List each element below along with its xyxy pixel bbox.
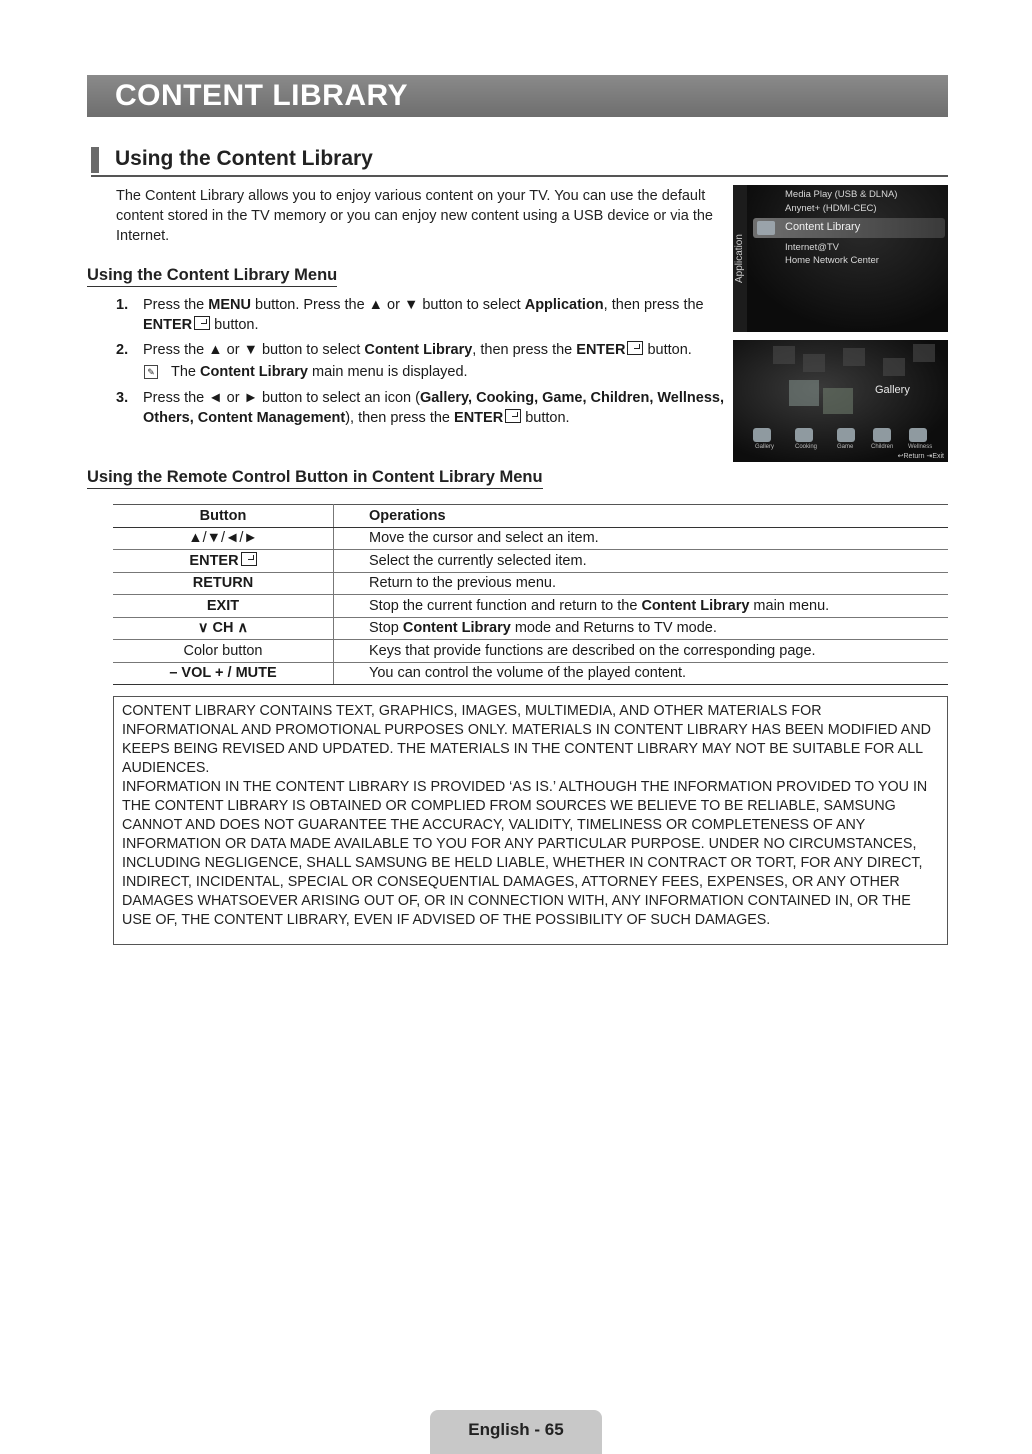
menu-item-content-library	[753, 218, 945, 238]
operation-key: Content Library	[402, 620, 511, 637]
step-key: Application	[524, 297, 604, 313]
icon-label: Wellness	[908, 444, 933, 450]
operation-cell	[334, 527, 949, 550]
step-number: 1.	[116, 297, 129, 313]
icon-label: Children	[871, 444, 894, 450]
children-icon	[873, 428, 891, 442]
operation-cell	[334, 572, 949, 595]
wellness-icon	[909, 428, 927, 442]
disclaimer-paragraph-2: INFORMATION IN THE CONTENT LIBRARY IS PROVIDED ‘AS IS.’ ALTHOUGH THE INFORMATION PROVIDED TO YOU IN THE CONTENT LIBRARY IS OBTAINED OR COMPLIED FROM SOURCES WE BELIEVE TO BE RELIABLE, SAMSUNG CANNOT AND DOES NOT GUARANTEE THE ACCURACY, VALIDITY, TIMELINESS OR COMPLETENESS OF ANY INFORMATION OR DATA MADE AVAILABLE TO YOU FOR ANY PARTICULAR PURPOSE. UNDER NO CIRCUMSTANCES, INCLUDING NEGLIGENCE, SHALL SAMSUNG BE HELD LIABLE, WHETHER IN CONTRACT OR TORT, FOR ANY DIRECT, INDIRECT, INCIDENTAL, SPECIAL OR CONSEQUENTIAL DAMAGES, ATTORNEY FEES, EXPENSES, OR ANY OTHER DAMAGES WHATSOEVER ARISING OUT OF, OR IN CONNECTION WITH, ANY INFORMATION CONTAINED IN, OR THE USE OF, THE CONTENT LIBRARY, EVEN IF ADVISED OF THE POSSIBILITY OF SUCH DAMAGES.	[122, 779, 928, 928]
table-row	[113, 595, 948, 618]
step-text: ), then press the	[345, 410, 455, 426]
menu-item-label: Content Library	[785, 221, 861, 233]
operation-key: Content Library	[641, 597, 750, 614]
table-row	[113, 640, 948, 663]
remote-control-table	[113, 504, 948, 685]
step-key: Content Library	[364, 342, 473, 358]
note-key: Content Library	[200, 364, 308, 380]
menu-item-media-play: Media Play (USB & DLNA)	[785, 189, 898, 200]
operation-text: Move the cursor and select an item.	[369, 530, 599, 547]
operation-cell	[334, 640, 949, 663]
step-key: MENU	[208, 297, 251, 313]
step-3	[116, 388, 726, 428]
button-cell: ∨ CH ∧	[113, 617, 334, 640]
tile	[843, 348, 865, 366]
note-icon: ✎	[144, 365, 158, 379]
cooking-icon	[795, 428, 813, 442]
enter-icon	[241, 552, 257, 566]
button-cell: Color button	[113, 640, 334, 663]
note	[116, 362, 726, 382]
step-text: Press the	[143, 297, 209, 313]
table-row	[113, 617, 948, 640]
enter-icon	[627, 341, 643, 355]
table-row	[113, 527, 948, 550]
table-row	[113, 662, 948, 685]
disclaimer-paragraph-1: CONTENT LIBRARY CONTAINS TEXT, GRAPHICS, IMAGES, MULTIMEDIA, AND OTHER MATERIALS FOR INFORMATIONAL AND PROMOTIONAL PURPOSES ONLY. MATERIALS IN CONTENT LIBRARY HAS BEEN MODIFIED AND KEEPS BEING REVISED AND UPDATED. THE MATERIALS IN THE CONTENT LIBRARY MAY NOT BE SUITABLE FOR ALL AUDIENCES.	[122, 703, 931, 776]
content-library-icon	[757, 221, 775, 235]
table-row	[113, 572, 948, 595]
step-key: ENTER	[143, 317, 193, 333]
step-key: ENTER	[454, 410, 504, 426]
exit-label: Exit	[932, 453, 944, 460]
operation-cell	[334, 617, 949, 640]
menu-item-anynet: Anynet+ (HDMI-CEC)	[785, 203, 877, 214]
table-row	[113, 550, 948, 573]
page-title: CONTENT LIBRARY	[115, 79, 409, 112]
page-number: English - 65	[468, 1420, 564, 1439]
content-library-screenshot	[733, 340, 948, 462]
tile	[773, 346, 795, 364]
button-cell: EXIT	[113, 595, 334, 618]
title-banner	[87, 75, 948, 117]
operation-text: Stop the current function and return to the	[369, 597, 642, 614]
operation-text: You can control the volume of the played content.	[369, 665, 687, 682]
menu-item-internet-tv: Internet@TV	[785, 242, 839, 253]
gallery-label: Gallery	[875, 384, 910, 396]
menu-item-home-network: Home Network Center	[785, 255, 879, 266]
step-2	[116, 340, 726, 360]
step-text: button.	[643, 342, 692, 358]
section-header	[91, 145, 948, 177]
enter-icon	[194, 316, 210, 330]
icon-label: Cooking	[795, 444, 818, 450]
remote-heading: Using the Remote Control Button in Content Library Menu	[87, 468, 543, 489]
column-header-button: Button	[113, 505, 334, 528]
operation-text: mode and Returns to TV mode.	[510, 620, 717, 637]
step-text: , then press the	[603, 297, 704, 313]
operation-cell	[334, 662, 949, 685]
step-text: Press the ◄ or ► button to select an icon (	[143, 390, 420, 406]
return-label: Return	[903, 453, 925, 460]
operation-cell	[334, 550, 949, 573]
step-text: button.	[521, 410, 570, 426]
section-title: Using the Content Library	[115, 147, 373, 170]
step-key: ENTER	[576, 342, 626, 358]
page-footer	[430, 1410, 602, 1454]
button-label: ENTER	[189, 553, 239, 570]
button-cell: RETURN	[113, 572, 334, 595]
section-marker	[91, 147, 99, 173]
table-header-row	[113, 505, 948, 528]
tile	[803, 354, 825, 372]
column-header-operations: Operations	[334, 505, 949, 528]
operation-text: Select the currently selected item.	[369, 552, 587, 569]
operation-text: Return to the previous menu.	[369, 575, 556, 592]
operation-cell	[334, 595, 949, 618]
application-menu-screenshot	[733, 185, 948, 332]
gallery-thumbnail	[823, 388, 853, 414]
icon-label: Game	[837, 444, 854, 450]
step-number: 2.	[116, 342, 129, 358]
note-text: The	[171, 364, 201, 380]
gallery-icon	[753, 428, 771, 442]
menu-heading: Using the Content Library Menu	[87, 266, 337, 287]
return-exit-hint: ↩Return ⇥Exit	[897, 453, 944, 460]
step-text: button. Press the ▲ or ▼ button to select	[250, 297, 525, 313]
disclaimer-box	[113, 696, 948, 945]
intro-paragraph: The Content Library allows you to enjoy various content on your TV. You can use the default content stored in the TV memory or you can enjoy new content using a USB device or via the Internet.	[116, 188, 713, 244]
note-text: main menu is displayed.	[307, 364, 468, 380]
button-cell: – VOL + / MUTE	[113, 662, 334, 685]
game-icon	[837, 428, 855, 442]
gallery-thumbnail	[789, 380, 819, 406]
enter-icon	[505, 409, 521, 423]
step-key: Gallery, Cooking, Game, Children, Wellness, Others, Content Management	[143, 390, 724, 426]
button-cell: ▲/▼/◄/►	[113, 527, 334, 550]
steps-list	[116, 295, 726, 433]
step-1	[116, 295, 726, 335]
button-cell	[113, 550, 334, 573]
tile	[913, 344, 935, 362]
icon-label: Gallery	[755, 444, 775, 450]
operation-text: Keys that provide functions are described on the corresponding page.	[369, 642, 816, 659]
step-text: button.	[210, 317, 259, 333]
step-text: , then press the	[472, 342, 577, 358]
operation-text: Stop	[369, 620, 403, 637]
step-text: Press the ▲ or ▼ button to select	[143, 342, 365, 358]
operation-text: main menu.	[749, 597, 830, 614]
tile	[883, 358, 905, 376]
step-number: 3.	[116, 390, 129, 406]
application-tab: Application	[733, 185, 747, 332]
